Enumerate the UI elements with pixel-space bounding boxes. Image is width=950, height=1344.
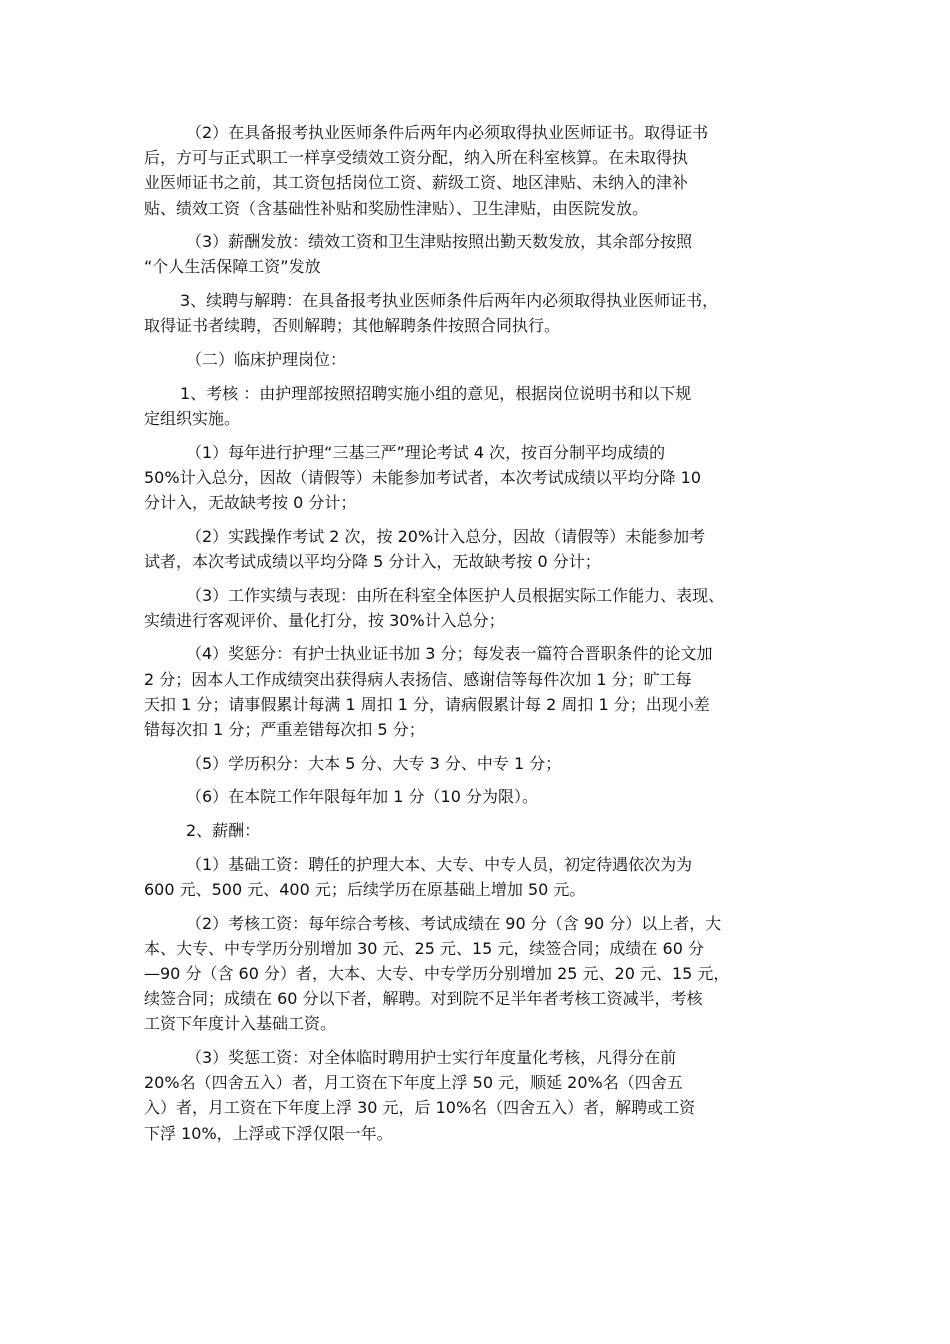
paragraph-doctor-certificate (144, 120, 824, 221)
text-line: 工资下年度计入基础工资。 (144, 1014, 337, 1034)
text-line: （二）临床护理岗位： (186, 350, 347, 369)
paragraph-bonus-salary (144, 1045, 824, 1146)
text-line: 2、薪酬： (186, 821, 261, 840)
text-line: 错每次扣 1 分；严重差错每次扣 5 分； (144, 719, 425, 739)
text-line: （3）奖惩工资：对全体临时聘用护士实行年度量化考核，凡得分在前 (186, 1048, 677, 1067)
paragraph-renewal-dismissal (144, 288, 824, 338)
text-line: 下浮 10%，上浮或下浮仅限一年。 (144, 1123, 393, 1143)
section-heading-salary (144, 818, 824, 843)
text-line: 本、大专、中专学历分别增加 30 元、25 元、15 元，续签合同；成绩在 60 分 (144, 938, 704, 958)
text-line: 2 分；因本人工作成绩突出获得病人表扬信、感谢信等每件次加 1 分；旷工每 (144, 669, 692, 689)
text-line: 20%名（四舍五入）者，月工资在下年度上浮 50 元，顺延 20%名（四舍五 (144, 1073, 683, 1093)
paragraph-base-salary (144, 852, 824, 902)
text-line: 600 元、500 元、400 元；后续学历在原基础上增加 50 元。 (144, 879, 586, 899)
text-line: “个人生活保障工资”发放 (144, 257, 321, 277)
text-line: 天扣 1 分；请事假累计每满 1 周扣 1 分，请病假累计每 2 周扣 1 分；出现小差 (144, 694, 710, 714)
text-line: （3）工作实绩与表现：由所在科室全体医护人员根据实际工作能力、表现、 (186, 585, 725, 605)
paragraph-rewards-penalties (144, 641, 824, 742)
text-line: （2）考核工资：每年综合考核、考试成绩在 90 分（含 90 分）以上者，大 (186, 913, 722, 933)
text-line: 实绩进行客观评价、量化打分，按 30%计入总分； (144, 610, 505, 630)
paragraph-assessment (144, 381, 824, 431)
text-line: （6）在本院工作年限每年加 1 分（10 分为限）。 (186, 787, 538, 807)
section-heading-clinical-nursing (144, 347, 824, 372)
text-line: 50%计入总分，因故（请假等）未能参加考试者，本次考试成绩以平均分降 10 (144, 467, 702, 487)
text-line: 后，方可与正式职工一样享受绩效工资分配，纳入所在科室核算。在未取得执 (144, 148, 689, 168)
paragraph-practical-exam (144, 524, 824, 574)
paragraph-education-points (144, 751, 824, 776)
text-line: —90 分（含 60 分）者，大本、大专、中专学历分别增加 25 元、20 元、15 元， (144, 963, 730, 983)
paragraph-assessment-salary (144, 911, 824, 1037)
paragraph-years-of-service (144, 784, 824, 809)
paragraph-theory-exam (144, 440, 824, 516)
text-line: （1）每年进行护理“三基三严”理论考试 4 次，按百分制平均成绩的 (186, 442, 666, 462)
text-line: （3）薪酬发放：绩效工资和卫生津贴按照出勤天数发放，其余部分按照 (186, 232, 693, 252)
text-line: 试者，本次考试成绩以平均分降 5 分计入，无故缺考按 0 分计； (144, 551, 601, 571)
text-line: 1、考核 ：由护理部按照招聘实施小组的意见，根据岗位说明书和以下规 (180, 383, 692, 403)
text-line: （1）基础工资：聘任的护理大本、大专、中专人员，初定待遇依次为为 (186, 854, 693, 874)
text-line: （2）实践操作考试 2 次，按 20%计入总分，因故（请假等）未能参加考 (186, 526, 706, 546)
text-line: 业医师证书之前，其工资包括岗位工资、薪级工资、地区津贴、未纳入的津补 (144, 173, 689, 193)
text-line: 取得证书者续聘，否则解聘；其他解聘条件按照合同执行。 (144, 316, 561, 336)
text-line: （4）奖惩分：有护士执业证书加 3 分；每发表一篇符合晋职条件的论文加 (186, 644, 713, 664)
text-line: 分计入，无故缺考按 0 分计； (144, 492, 357, 512)
text-line: 贴、绩效工资（含基础性补贴和奖励性津贴）、卫生津贴，由医院发放。 (144, 198, 649, 218)
text-line: 3、续聘与解聘：在具备报考执业医师条件后两年内必须取得执业医师证书， (180, 291, 719, 311)
text-line: 入）者，月工资在下年度上浮 30 元，后 10%名（四舍五入）者，解聘或工资 (144, 1098, 696, 1118)
text-line: （5）学历积分：大本 5 分、大专 3 分、中专 1 分； (186, 753, 562, 773)
paragraph-salary-payment (144, 229, 824, 279)
text-line: （2）在具备报考执业医师条件后两年内必须取得执业医师证书。取得证书 (186, 123, 709, 142)
text-line: 续签合同；成绩在 60 分以下者，解聘。对到院不足半年者考核工资减半，考核 (144, 989, 703, 1009)
text-line: 定组织实施。 (144, 408, 241, 428)
document-body (144, 120, 824, 1154)
paragraph-work-performance (144, 583, 824, 633)
